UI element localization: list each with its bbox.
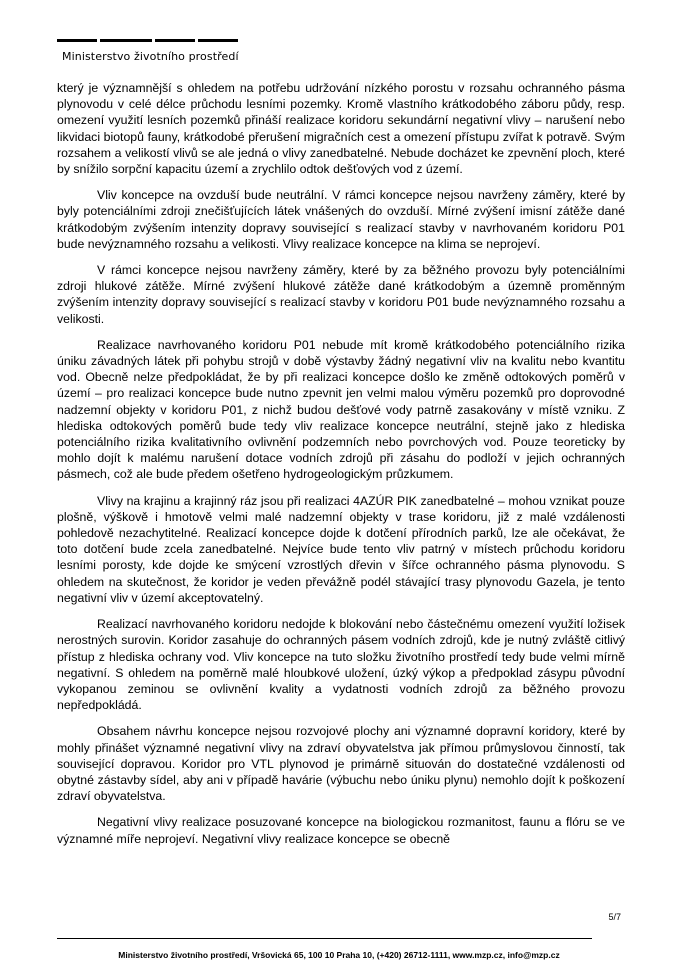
paragraph-4: Realizace navrhovaného koridoru P01 nebude mít kromě krátkodobého potenciálního rizika úniku závadných látek při pohybu strojů v době výstavby žádný negativní vliv na kvalitu nebo kvantitu vod. Obecně nelze předpokládat, že by při realizaci koncepce došlo ke změně odtokových poměrů v území – pro realizaci koncepce bude nutno zpevnit jen velmi malou výměru pozemků pro doprovodné nadzemní objekty v koridoru P01, z nichž budou dešťové vody patrně zasakovány v místě vzniku. Z hlediska odtokových poměrů bude tedy vliv realizace koncepce neutrální, stejně jako z hlediska potenciálního rizika kvalitativního ovlivnění podzemních nebo povrchových vod. Pouze teoreticky by mohlo dojít k malému narušení dotace vodních zdrojů při zásahu do podloží v jejich ochranných pásmech, což ale bude předem ošetřeno hydrogeologickým průzkumem.: [57, 337, 625, 482]
ministry-logo-bar: [57, 39, 238, 42]
paragraph-5: Vlivy na krajinu a krajinný ráz jsou při realizaci 4AZÚR PIK zanedbatelné – mohou vznikat pouze plošně, výškově i hmotově velmi malé nadzemní objekty v trase koridoru, již z malé vzdálenosti pohledově nezachytitelné. Realizací koncepce dojde k dotčení přírodních parků, lze ale očekávat, že toto dotčení bude zcela zanedbatelné. Nejvíce bude tento vliv patrný v místech průchodu koridoru lesními porosty, kde dojde ke smýcení vzrostlých dřevin v šířce ochranného pásma plynovodu. S ohledem na skutečnost, že koridor je veden převážně podél stávající trasy plynovodu Gazela, je tento negativní vliv v území akceptovatelný.: [57, 493, 625, 605]
paragraph-2: Vliv koncepce na ovzduší bude neutrální. V rámci koncepce nejsou navrženy záměry, které by byly potenciálními zdroji znečišťujících látek vnášených do ovzduší. Mírné zvýšení imisní zátěže dané krátkodobým zvýšením intenzity dopravy související s realizací stavby v navrhovaném koridoru P01 bude nevýznamného rozsahu a velikosti. Vlivy realizace koncepce na klima se neprojeví.: [57, 188, 625, 251]
paragraph-1: který je významnější s ohledem na potřebu udržování nízkého porostu v rozsahu ochranného pásma plynovodu v celé délce průchodu lesními pozemky. Kromě vlastního krátkodobého záboru půdy, resp. omezení využití lesních pozemků přináší realizace koridoru sekundární negativní vlivy – narušení nebo likvidaci biotopů fauny, krátkodobé přerušení migračních cest a omezení přístupu zvířat k potravě. Svým rozsahem a velikostí vlivů se ale jedná o vlivy zanedbatelné. Nebude docházet ke zpevnění ploch, které by snížilo sorpční kapacitu území a zrychlilo odtok dešťových vod z území.: [57, 81, 625, 177]
ministry-name: Ministerstvo životního prostředí: [62, 50, 239, 63]
paragraph-7: Obsahem návrhu koncepce nejsou rozvojové plochy ani významné dopravní koridory, které by mohly přinášet významné negativní vlivy na zdraví obyvatelstva jak přímou průmyslovou činností, tak související dopravou. Koridor pro VTL plynovod je primárně situován do dostatečné vzdálenosti od obytné zástavby sídel, aby ani v případě havárie (výbuchu nebo úniku plynu) nemohlo dojít k poškození zdraví obyvatelstva.: [57, 724, 625, 804]
page-number: 5/7: [608, 912, 621, 922]
paragraph-6: Realizací navrhovaného koridoru nedojde k blokování nebo částečnému omezení využití ložisek nerostných surovin. Koridor zasahuje do ochranných pásem vodních zdrojů, kde je nutný zvláště citlivý přístup z hlediska ochrany vod. Vliv koncepce na tuto složku životního prostředí tedy bude velmi mírně negativní. S ohledem na poměrně malé hloubkové uložení, úzký výkop a předpoklad zásypu původní vykopanou zeminou se ovlivnění kvality a vydatnosti vodních zdrojů za běžného provozu nepředpokládá.: [57, 617, 625, 713]
paragraph-8: Negativní vlivy realizace posuzované koncepce na biologickou rozmanitost, faunu a flóru se ve významné míře neprojeví. Negativní vlivy realizace koncepce se obecně: [57, 815, 625, 846]
paragraph-3: V rámci koncepce nejsou navrženy záměry, které by za běžného provozu byly potenciálními zdroji hlukové zátěže. Mírné zvýšení hlukové zátěže dané krátkodobým a územně proměnným zvýšením intenzity dopravy související s realizací stavby v koridoru P01 bude nevýznamného rozsahu a velikosti.: [57, 263, 625, 326]
footer-divider: [57, 938, 592, 939]
footer-contact: Ministerstvo životního prostředí, Vršovická 65, 100 10 Praha 10, (+420) 26712-1111, www.mzp.cz, info@mzp.cz: [118, 950, 560, 960]
document-body: [57, 80, 625, 857]
